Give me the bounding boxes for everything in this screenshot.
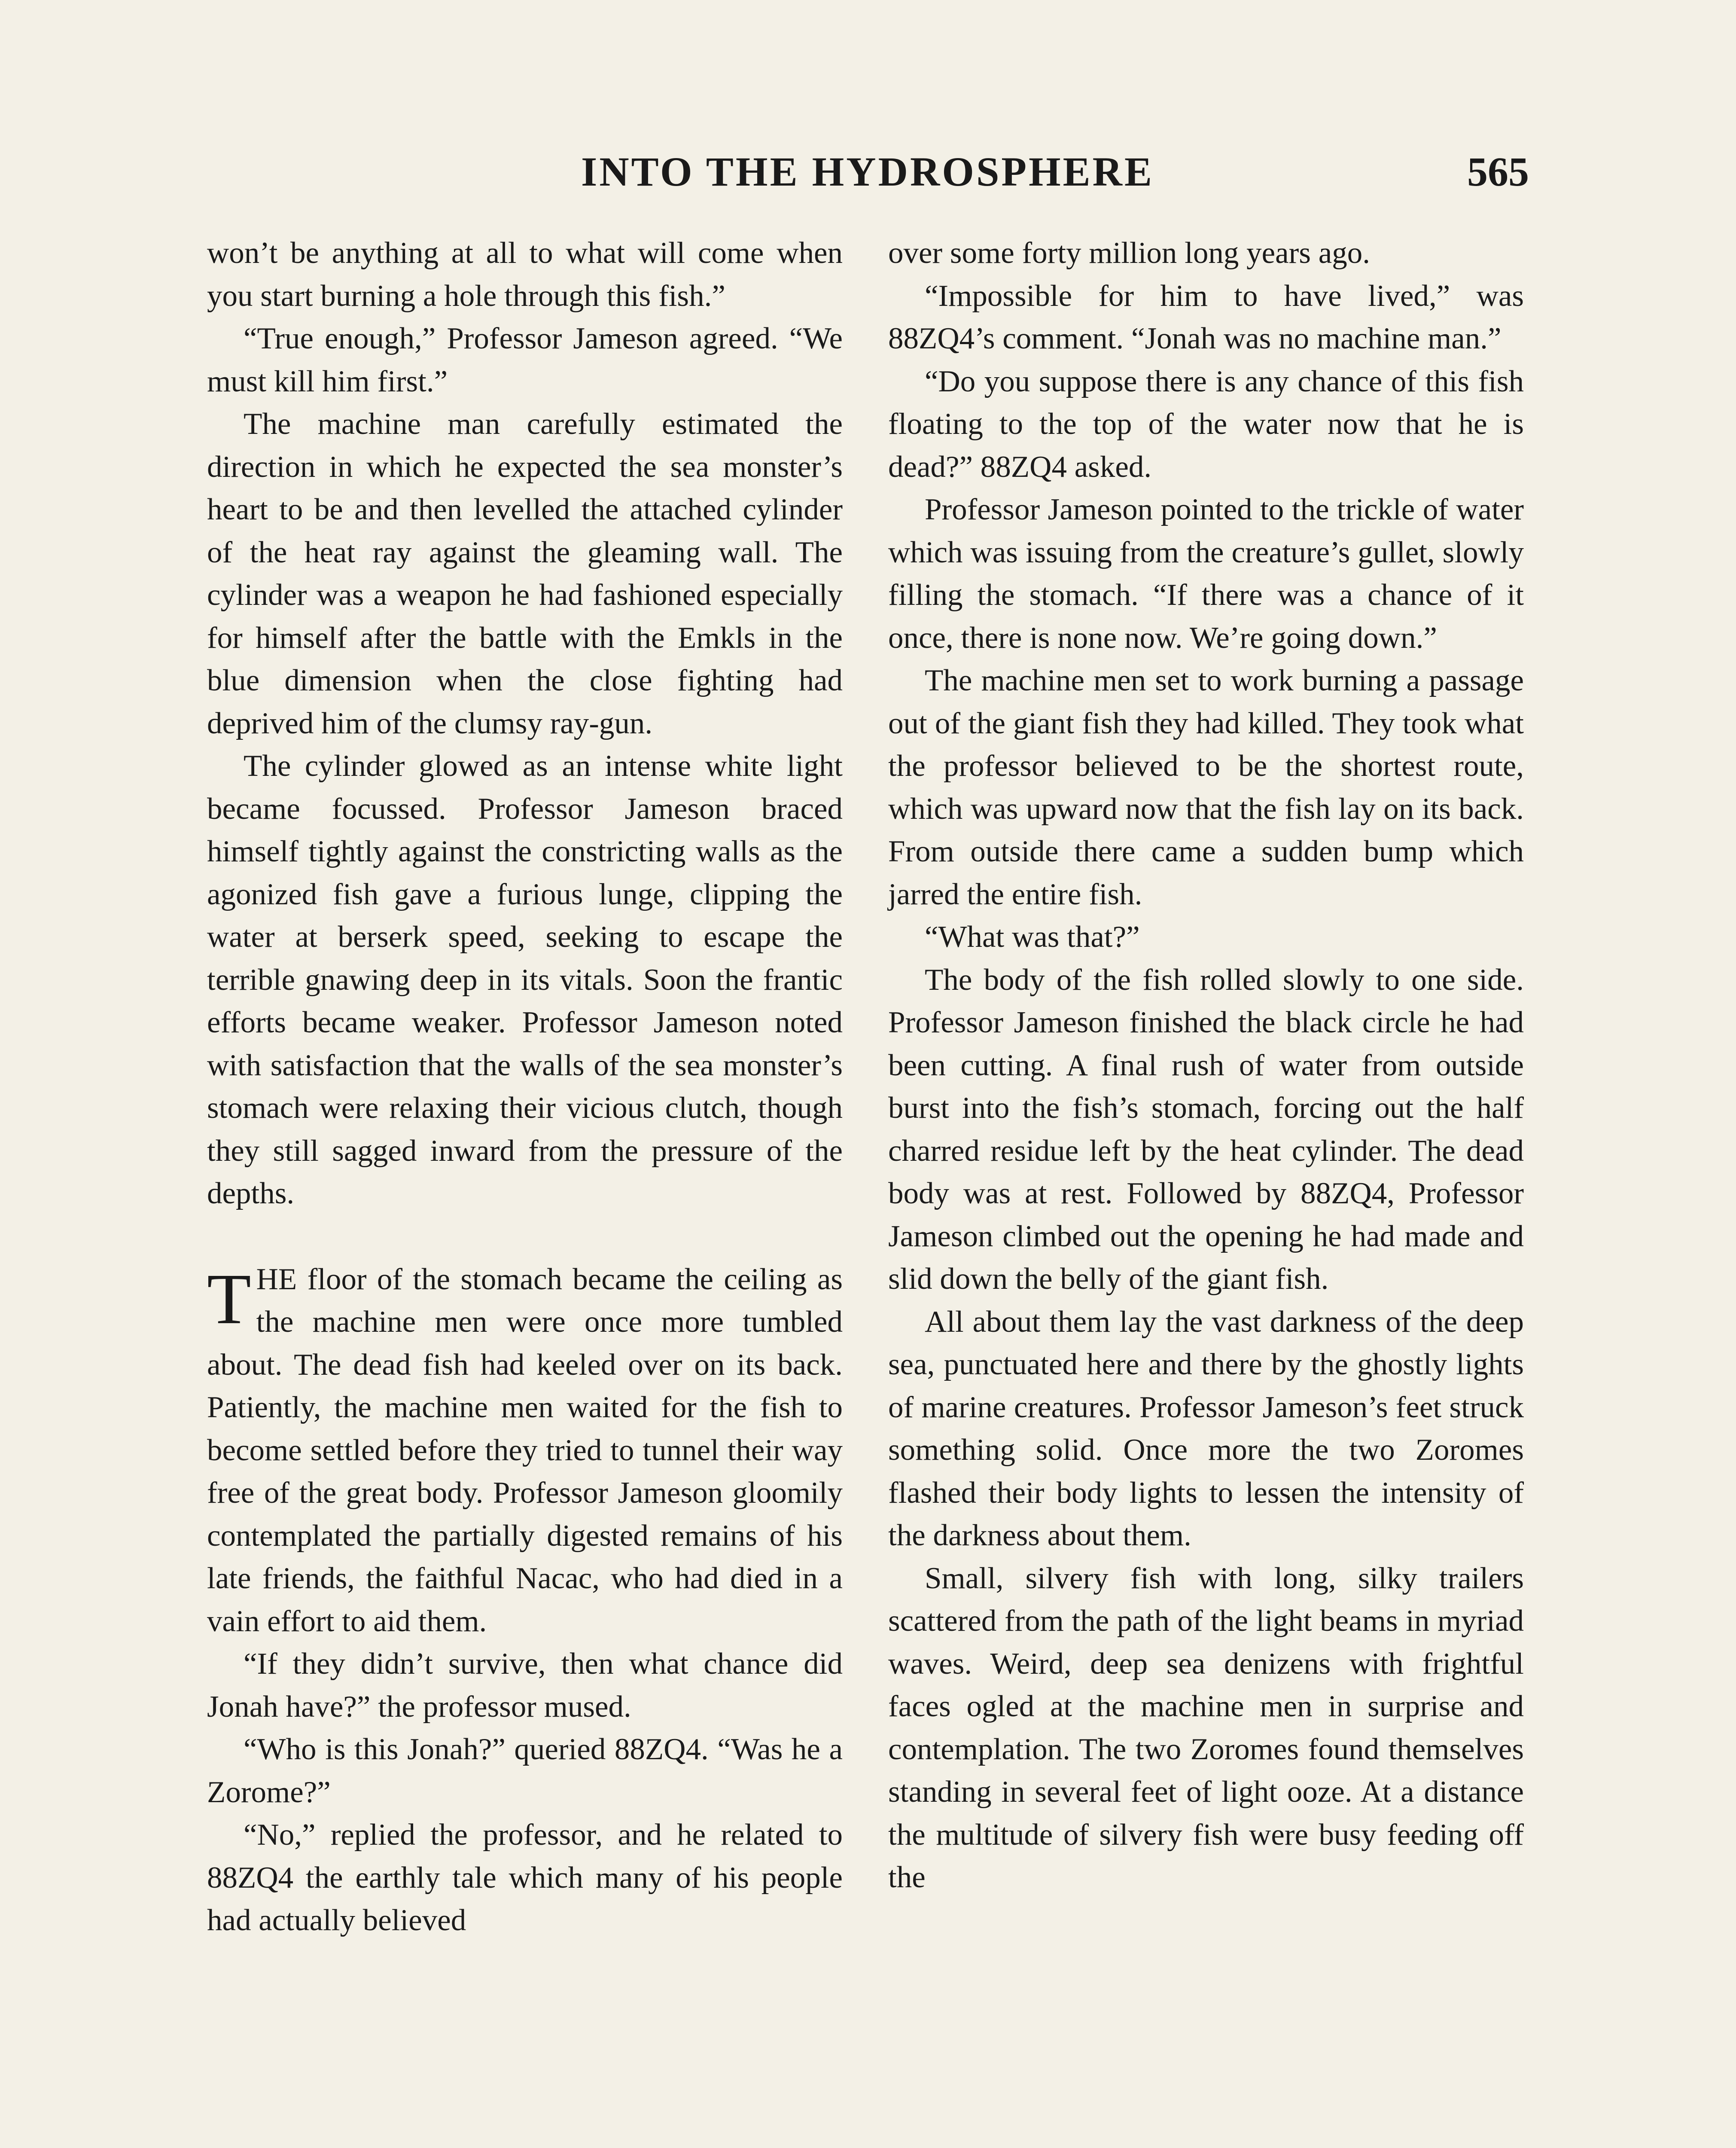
- section-paragraph: [207, 1258, 843, 1643]
- paragraph: All about them lay the vast darkness of the deep sea, punctuated here and there by the ghostly lights of marine creatures. Professor Jameson’s feet struck something solid. Once more the two Zoromes flashed their body lights to lessen the intensity of the darkness about them.: [888, 1305, 1524, 1552]
- paragraph: over some forty million long years ago.: [888, 236, 1370, 270]
- page-header: [206, 144, 1529, 200]
- paragraph: “No,” replied the professor, and he related to 88ZQ4 the earthly tale which many of his people had actually believed: [207, 1818, 843, 1937]
- paragraph: The body of the fish rolled slowly to one side. Professor Jameson finished the black circle he had been cutting. A final rush of water from outside burst into the fish’s stomach, forcing out the half charred residue left by the heat cylinder. The dead body was at rest. Followed by 88ZQ4, Professor Jameson climbed out the opening he had made and slid down the belly of the giant fish.: [888, 963, 1524, 1296]
- running-title: INTO THE HYDROSPHERE: [581, 149, 1154, 195]
- page-number: 565: [1467, 149, 1529, 195]
- paragraph: “Who is this Jonah?” queried 88ZQ4. “Was he a Zorome?”: [207, 1733, 843, 1809]
- paragraph: “What was that?”: [925, 920, 1140, 954]
- paragraph: Professor Jameson pointed to the trickle of water which was issuing from the creature’s gullet, slowly filling the stomach. “If there was a chance of it once, there is none now. We’re going down.”: [888, 493, 1524, 655]
- paragraph: “True enough,” Professor Jameson agreed. “We must kill him first.”: [207, 322, 843, 398]
- paragraph: The machine man carefully estimated the direction in which he expected the sea monster’s heart to be and then levelled the attached cylinder of the heat ray against the gleaming wall. The cylinder was a weapon he had fashioned especially for himself after the battle with the Emkls in the blue dimension when the close fighting had deprived him of the clumsy ray-gun.: [207, 407, 843, 740]
- paragraph: “Do you suppose there is any chance of this fish floating to the top of the water now that he is dead?” 88ZQ4 asked.: [888, 364, 1524, 484]
- paragraph: “Impossible for him to have lived,” was 88ZQ4’s comment. “Jonah was no machine man.”: [888, 279, 1524, 355]
- drop-cap: T: [207, 1259, 251, 1339]
- paragraph: Small, silvery fish with long, silky trailers scattered from the path of the light beams in myriad waves. Weird, deep sea denizens with frightful faces ogled at the machine men in surprise and contemplation. The two Zoromes found themselves standing in several feet of light ooze. At a distance the multitude of silvery fish were busy feeding off the: [888, 1561, 1524, 1894]
- paragraph-text: HE floor of the stomach became the ceiling as the machine men were once more tumbled about. The dead fish had keeled over on its back. Patiently, the machine men waited for the fish to become settled before they tried to tunnel their way free of the great body. Professor Jameson gloomily contemplated the partially digested remains of his late friends, the faithful Nacac, who had died in a vain effort to aid them.: [207, 1262, 843, 1638]
- right-column: [888, 232, 1524, 1899]
- paragraph: The cylinder glowed as an intense white light became focussed. Professor Jameson braced himself tightly against the constricting walls as the agonized fish gave a furious lunge, clipping the water at berserk speed, seeking to escape the terrible gnawing deep in its vitals. Soon the frantic efforts became weaker. Professor Jameson noted with satisfaction that the walls of the sea monster’s stomach were relaxing their vicious clutch, though they still sagged inward from the pressure of the depths.: [207, 749, 843, 1210]
- paragraph: The machine men set to work burning a passage out of the giant fish they had killed. They took what the professor believed to be the shortest route, which was upward now that the fish lay on its back. From outside there came a sudden bump which jarred the entire fish.: [888, 664, 1524, 911]
- paragraph: “If they didn’t survive, then what chance did Jonah have?” the professor mused.: [207, 1647, 843, 1724]
- paragraph: won’t be anything at all to what will come when you start burning a hole through this fish.”: [207, 236, 843, 313]
- left-column: [207, 232, 843, 1942]
